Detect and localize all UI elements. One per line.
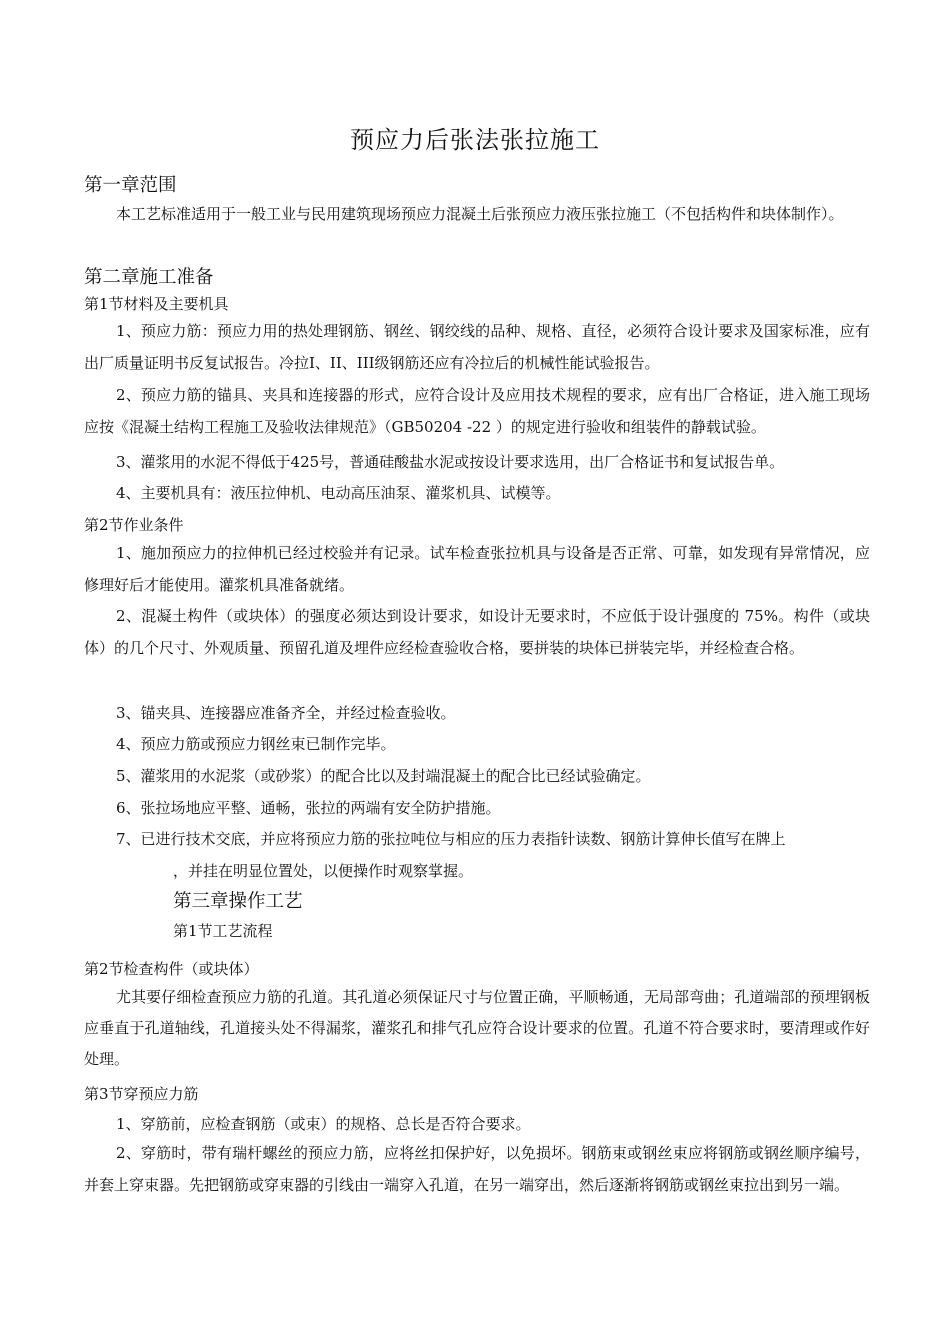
section-3-3-item-1: 1、穿筋前，应检查钢筋（或束）的规格、总长是否符合要求。 bbox=[116, 1115, 531, 1133]
section-2-1-item-1: 1、预应力筋：预应力用的热处理钢筋、钢丝、钢绞线的品种、规格、直径，必须符合设计要求及国家标准，应有出厂质量证明书反复试报告。冷拉I、II、III级钢筋还应有冷拉后的机械性能试验报告。 bbox=[84, 322, 870, 372]
section-3-2-paragraph: 尤其要仔细检查预应力筋的孔道。其孔道必须保证尺寸与位置正确，平顺畅通，无局部弯曲；孔道端部的预埋钢板应垂直于孔道轴线，孔道接头处不得漏浆，灌浆孔和排气孔应符合设计要求的位置。孔道不符合要求时，要清理或作好处理。 bbox=[84, 988, 870, 1068]
section-3-3-heading: 第3节穿预应力筋 bbox=[84, 1085, 199, 1103]
section-2-1-item-4: 4、主要机具有：液压拉伸机、电动高压油泵、灌浆机具、试模等。 bbox=[116, 484, 561, 502]
chapter-1-paragraph: 本工艺标准适用于一般工业与民用建筑现场预应力混凝土后张预应力液压张拉施工（不包括构件和块体制作）。 bbox=[116, 205, 844, 223]
section-2-2-heading: 第2节作业条件 bbox=[84, 516, 184, 534]
document-title: 预应力后张法张拉施工 bbox=[350, 126, 600, 154]
section-2-2-item-7: 7、已进行技术交底，并应将预应力筋的张拉吨位与相应的压力表指针读数、钢筋计算伸长值写在牌上 bbox=[116, 830, 786, 848]
section-2-2-item-4: 4、预应力筋或预应力钢丝束已制作完毕。 bbox=[116, 735, 396, 753]
section-2-1-item-3: 3、灌浆用的水泥不得低于425号，普通硅酸盐水泥或按设计要求选用，出厂合格证书和复试报告单。 bbox=[116, 453, 785, 471]
section-2-2-item-7-continued: ，并挂在明显位置处，以便操作时观察掌握。 bbox=[173, 862, 474, 880]
section-3-1-heading: 第1节工艺流程 bbox=[173, 922, 273, 940]
section-2-2-item-5: 5、灌浆用的水泥浆（或砂浆）的配合比以及封端混凝土的配合比已经试验确定。 bbox=[116, 767, 651, 785]
section-3-2-heading: 第2节检查构件（或块体） bbox=[84, 960, 259, 978]
section-2-2-item-6: 6、张拉场地应平整、通畅，张拉的两端有安全防护措施。 bbox=[116, 799, 501, 817]
section-2-2-item-1: 1、施加预应力的拉伸机已经过校验并有记录。试车检查张拉机具与设备是否正常、可靠，如发现有异常情况，应修理好后才能使用。灌浆机具准备就绪。 bbox=[84, 544, 870, 594]
chapter-2-heading: 第二章施工准备 bbox=[84, 267, 214, 288]
chapter-1-heading: 第一章范围 bbox=[84, 175, 177, 196]
chapter-3-heading: 第三章操作工艺 bbox=[173, 891, 303, 912]
section-2-1-item-2: 2、预应力筋的锚具、夹具和连接器的形式，应符合设计及应用技术规程的要求，应有出厂合格证，进入施工现场应按《混凝土结构工程施工及验收法律规范》（GB50204 -22 ）的规定进行验收和组装件的静载试验。 bbox=[84, 386, 870, 436]
section-2-2-item-2: 2、混凝土构件（或块体）的强度必须达到设计要求，如设计无要求时，不应低于设计强度的 75%。构件（或块体）的几个尺寸、外观质量、预留孔道及埋件应经检查验收合格，要拼装的块体已拼装完毕，并经检查合格。 bbox=[84, 607, 870, 657]
section-2-1-heading: 第1节材料及主要机具 bbox=[84, 295, 229, 313]
section-3-3-item-2: 2、穿筋时，带有瑞杆螺丝的预应力筋，应将丝扣保护好，以免损坏。钢筋束或钢丝束应将钢筋或钢丝顺序编号，并套上穿束器。先把钢筋或穿束器的引线由一端穿入孔道，在另一端穿出，然后逐渐将钢筋或钢丝束拉出到另一端。 bbox=[84, 1144, 870, 1194]
section-2-2-item-3: 3、锚夹具、连接器应准备齐全，并经过检查验收。 bbox=[116, 704, 456, 722]
